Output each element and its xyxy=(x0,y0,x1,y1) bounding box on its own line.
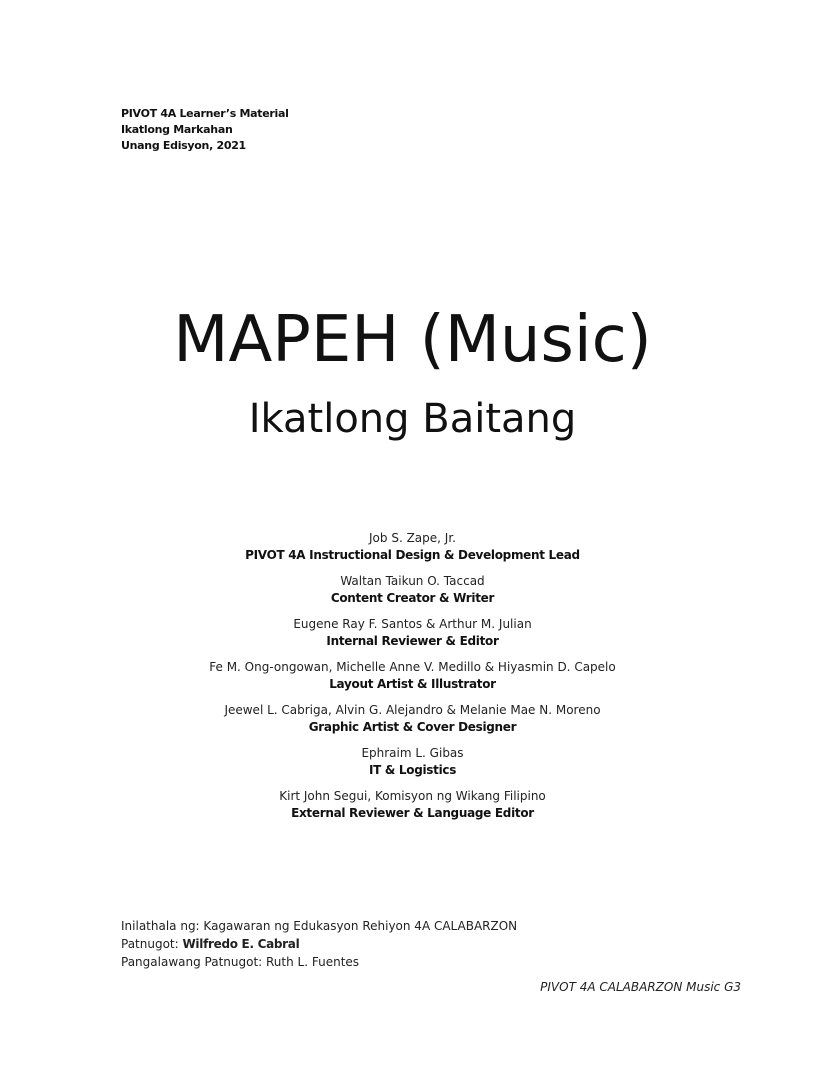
credit-name: Fe M. Ong-ongowan, Michelle Anne V. Medillo & Hiyasmin D. Capelo xyxy=(209,660,616,674)
credit-role: IT & Logistics xyxy=(368,763,457,777)
credit-role: Layout Artist & Illustrator xyxy=(329,677,496,691)
material-label: PIVOT 4A Learner’s Material xyxy=(121,107,289,120)
assistant-editor-text: Pangalawang Patnugot: Ruth L. Fuentes xyxy=(121,955,360,969)
credit-name: Kirt John Segui, Komisyon ng Wikang Filipino xyxy=(279,789,546,803)
edition-label: Unang Edisyon, 2021 xyxy=(121,139,246,152)
credit-role: Content Creator & Writer xyxy=(330,591,495,605)
credit-entry xyxy=(0,788,825,822)
editor-label: Patnugot: xyxy=(121,937,183,951)
credit-role: PIVOT 4A Instructional Design & Development Lead xyxy=(245,548,580,562)
credits-list xyxy=(0,530,825,831)
credit-entry xyxy=(0,530,825,564)
credit-entry xyxy=(0,745,825,779)
edition-info xyxy=(121,106,289,154)
credit-name: Eugene Ray F. Santos & Arthur M. Julian xyxy=(293,617,532,631)
editor-name: Wilfredo E. Cabral xyxy=(182,937,300,951)
credit-role: Internal Reviewer & Editor xyxy=(326,634,499,648)
credit-name: Ephraim L. Gibas xyxy=(361,746,464,760)
credit-entry xyxy=(0,659,825,693)
page-title: MAPEH (Music) xyxy=(173,303,652,377)
quarter-label: Ikatlong Markahan xyxy=(121,123,233,136)
credit-role: Graphic Artist & Cover Designer xyxy=(308,720,517,734)
editor-line xyxy=(121,935,517,953)
page-footer-label: PIVOT 4A CALABARZON Music G3 xyxy=(540,980,741,994)
credit-name: Job S. Zape, Jr. xyxy=(369,531,456,545)
credit-role: External Reviewer & Language Editor xyxy=(291,806,534,820)
grade-subtitle: Ikatlong Baitang xyxy=(248,396,577,442)
credit-name: Waltan Taikun O. Taccad xyxy=(340,574,485,588)
publisher-info xyxy=(121,917,517,971)
credit-entry xyxy=(0,702,825,736)
credit-name: Jeewel L. Cabriga, Alvin G. Alejandro & Melanie Mae N. Moreno xyxy=(224,703,601,717)
published-by-text: Inilathala ng: Kagawaran ng Edukasyon Rehiyon 4A CALABARZON xyxy=(121,919,518,933)
credit-entry xyxy=(0,573,825,607)
credit-entry xyxy=(0,616,825,650)
